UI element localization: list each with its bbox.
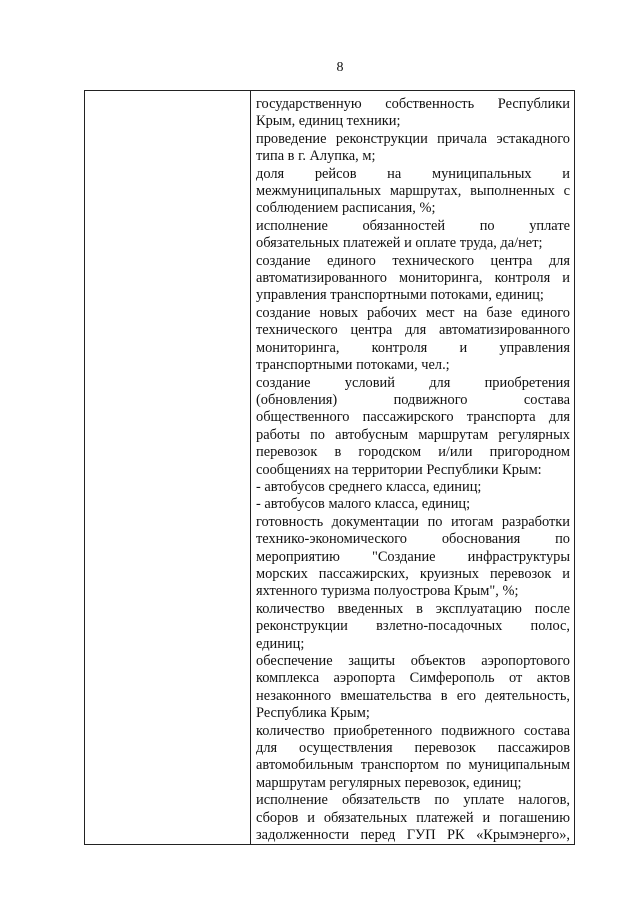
text-line: единиц;	[256, 635, 305, 652]
text-line: (обновления) подвижного состава	[256, 391, 570, 408]
text-line: проведение реконструкции причала эстакадного	[256, 130, 570, 147]
text-line: создание условий для приобретения	[256, 374, 570, 391]
text-line: создание новых рабочих мест на базе единого	[256, 304, 570, 321]
document-table	[84, 90, 575, 845]
text-line: доля рейсов на муниципальных и	[256, 165, 570, 182]
text-line: работы по автобусным маршрутам регулярных	[256, 426, 570, 443]
text-line: для осуществления перевозок пассажиров	[256, 740, 570, 757]
text-line: Крым, единиц техники;	[256, 113, 401, 130]
text-line: мероприятию "Создание инфраструктуры	[256, 548, 570, 565]
text-line: автомобильным транспортом по муниципальным	[256, 757, 570, 774]
text-line: готовность документации по итогам разработки	[256, 513, 570, 530]
text-line: количество введенных в эксплуатацию после	[256, 600, 570, 617]
text-line: морских пассажирских, круизных перевозок и	[256, 565, 570, 582]
indicator-text	[251, 91, 574, 844]
table-row	[85, 91, 575, 845]
text-line: незаконного вмешательства в его деятельность,	[256, 687, 570, 704]
text-line: исполнение обязанностей по уплате	[256, 217, 570, 234]
text-line: реконструкции взлетно-посадочных полос,	[256, 618, 570, 635]
text-line: соблюдением расписания, %;	[256, 200, 436, 217]
text-line: транспортными потоками, чел.;	[256, 357, 450, 374]
text-line: перевозок в городском и/или пригородном	[256, 444, 570, 461]
text-line: комплекса аэропорта Симферополь от актов	[256, 670, 570, 687]
page-number: 8	[336, 60, 344, 75]
text-line: исполнение обязательств по уплате налогов,	[256, 792, 570, 809]
text-line: технического центра для автоматизированного	[256, 322, 570, 339]
table-cell-left-empty	[85, 91, 251, 845]
text-line: сообщениях на территории Республики Крым:	[256, 461, 542, 478]
text-line: обязательных платежей и оплате труда, да/нет;	[256, 235, 543, 252]
text-line: задолженности перед ГУП РК «Крымэнерго»,	[256, 827, 570, 844]
text-line: технико-экономического обоснования по	[256, 531, 570, 548]
table-cell-indicators	[251, 91, 575, 845]
text-line: Республика Крым;	[256, 705, 370, 722]
text-line: государственную собственность Республики	[256, 96, 570, 112]
text-line: яхтенного туризма полуострова Крым", %;	[256, 583, 519, 600]
text-line: межмуниципальных маршрутах, выполненных с	[256, 183, 570, 200]
text-line: количество приобретенного подвижного состава	[256, 722, 570, 739]
text-line: мониторинга, контроля и управления	[256, 339, 570, 356]
text-line: - автобусов малого класса, единиц;	[256, 496, 471, 513]
text-line: типа в г. Алупка, м;	[256, 148, 376, 165]
text-line: - автобусов среднего класса, единиц;	[256, 478, 482, 495]
text-line: сборов и обязательных платежей и погашению	[256, 809, 570, 826]
text-line: маршрутам регулярных перевозок, единиц;	[256, 774, 522, 791]
text-line: общественного пассажирского транспорта для	[256, 409, 570, 426]
text-line: автоматизированного мониторинга, контроля и	[256, 270, 570, 287]
text-line: управления транспортными потоками, единиц;	[256, 287, 544, 304]
text-line: создание единого технического центра для	[256, 252, 570, 269]
text-line: обеспечение защиты объектов аэропортового	[256, 653, 570, 669]
